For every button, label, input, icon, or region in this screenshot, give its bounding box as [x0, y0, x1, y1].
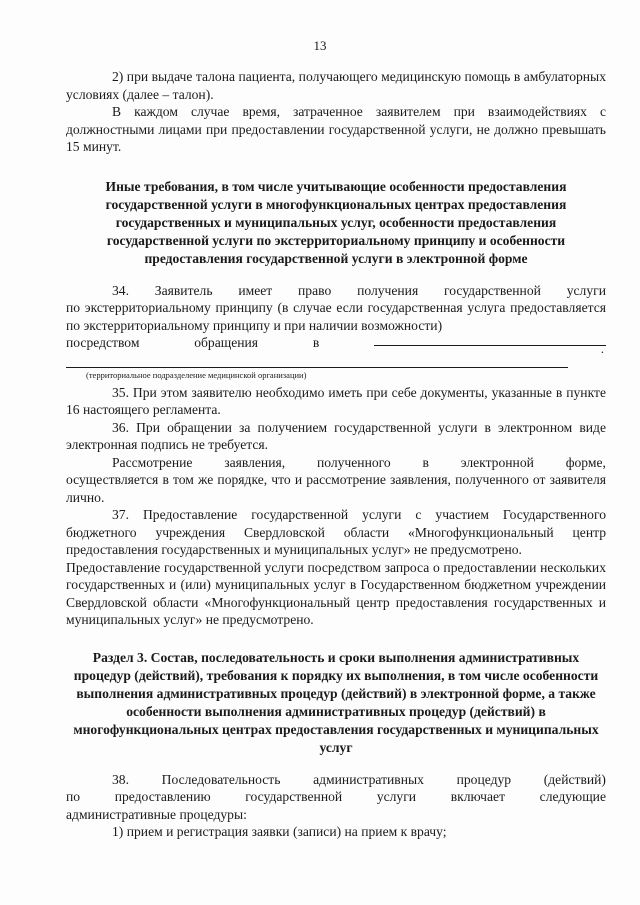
word: посредством: [66, 335, 140, 350]
paragraph-waiting-time: В каждом случае время, затраченное заявителем при взаимодействиях с должностными лицами при предоставлении государственной услуги, не должно превышать 15 минут.: [66, 104, 606, 154]
list-item-1: 1) прием и регистрация заявки (записи) на прием к врачу;: [112, 824, 447, 839]
word: государственной: [245, 789, 343, 804]
paragraph-review-line1: [66, 454, 606, 472]
fill-in-line-full: [66, 355, 568, 368]
word: включает: [450, 789, 506, 804]
fill-line-end-dot: .: [600, 341, 604, 356]
word: Заявитель: [154, 282, 213, 298]
paragraph-34-line1: [66, 282, 606, 300]
word: получения: [357, 282, 419, 298]
heading-other-requirements: Иные требования, в том числе учитывающие особенности предоставления государственной услуги в многофункциональных центрах предоставления государственных и муниципальных услуг, особенности предоставления государственной услуги по экстерриториальному принципу и особенности предоставления государственной услуги в электронной форме: [105, 178, 567, 266]
paragraph-38-line3: административные процедуры:: [66, 806, 247, 822]
paragraph-35: 35. При этом заявителю необходимо иметь при себе документы, указанные в пункте 16 настоящего регламента.: [66, 384, 606, 417]
word: Рассмотрение: [112, 454, 193, 470]
fill-in-line: [374, 334, 606, 346]
word: 38.: [112, 771, 129, 787]
paragraph-38-line1: [66, 771, 606, 789]
word: обращения: [194, 335, 259, 350]
word: государственной: [444, 282, 541, 298]
word: 34.: [112, 282, 129, 298]
paragraph-review-rest: осуществляется в том же порядке, что и рассмотрение заявления, полученного от заявителя лично.: [66, 472, 606, 505]
heading-section-3: Раздел 3. Состав, последовательность и сроки выполнения административных процедур (действий), требования к порядку их выполнения, в том числе особенности выполнения административных процедур (действий) в электронной форме, а также особенности выполнения административных процедур (действий) в многофункциональных центрах предоставления государственных и муниципальных услуг: [73, 649, 599, 755]
paragraph-37a: 37. Предоставление государственной услуги с участием Государственного бюджетного учреждения Свердловской области «Многофункциональный центр предоставления государственных и муниципальных услуг» не предусмотрено.: [66, 507, 606, 557]
word: полученного: [316, 454, 391, 470]
word: услуги: [376, 789, 417, 804]
word: по: [66, 789, 81, 804]
word: в: [422, 454, 429, 470]
page-number: 13: [313, 38, 327, 53]
word: электронной: [460, 454, 534, 470]
word: Последовательность: [161, 771, 281, 787]
paragraph-34-line3: [66, 334, 606, 352]
paragraph-38-line2: [66, 788, 606, 806]
paragraph-talon: 2) при выдаче талона пациента, получающего медицинскую помощь в амбулаторных условиях (далее – талон).: [66, 69, 606, 102]
document-body: [66, 68, 606, 841]
paragraph-34-line2: по экстерриториальному принципу (в случае если государственная услуга предоставляется по экстерриториальному принципу и при наличии возможности): [66, 300, 606, 333]
word: в: [312, 335, 320, 350]
word: форме,: [565, 454, 606, 470]
paragraph-36: 36. При обращении за получением государственной услуги в электронном виде электронная подпись не требуется.: [66, 419, 606, 452]
word: следующие: [539, 789, 606, 804]
word: предоставлению: [114, 789, 211, 804]
word: процедур: [456, 771, 512, 787]
word: заявления,: [224, 454, 286, 470]
field-note: (территориальное подразделение медицинской организации): [86, 369, 307, 380]
word: (действий): [543, 771, 606, 787]
word: услуги: [566, 282, 606, 298]
word: право: [298, 282, 332, 298]
word: имеет: [238, 282, 273, 298]
paragraph-37b: Предоставление государственной услуги посредством запроса о предоставлении нескольких государственных и (или) муниципальных услуг в Государственном бюджетном учреждении Свердловской области «Многофункциональный центр предоставления государственных и муниципальных услуг» не предусмотрено.: [66, 559, 606, 627]
word: административных: [313, 771, 424, 787]
